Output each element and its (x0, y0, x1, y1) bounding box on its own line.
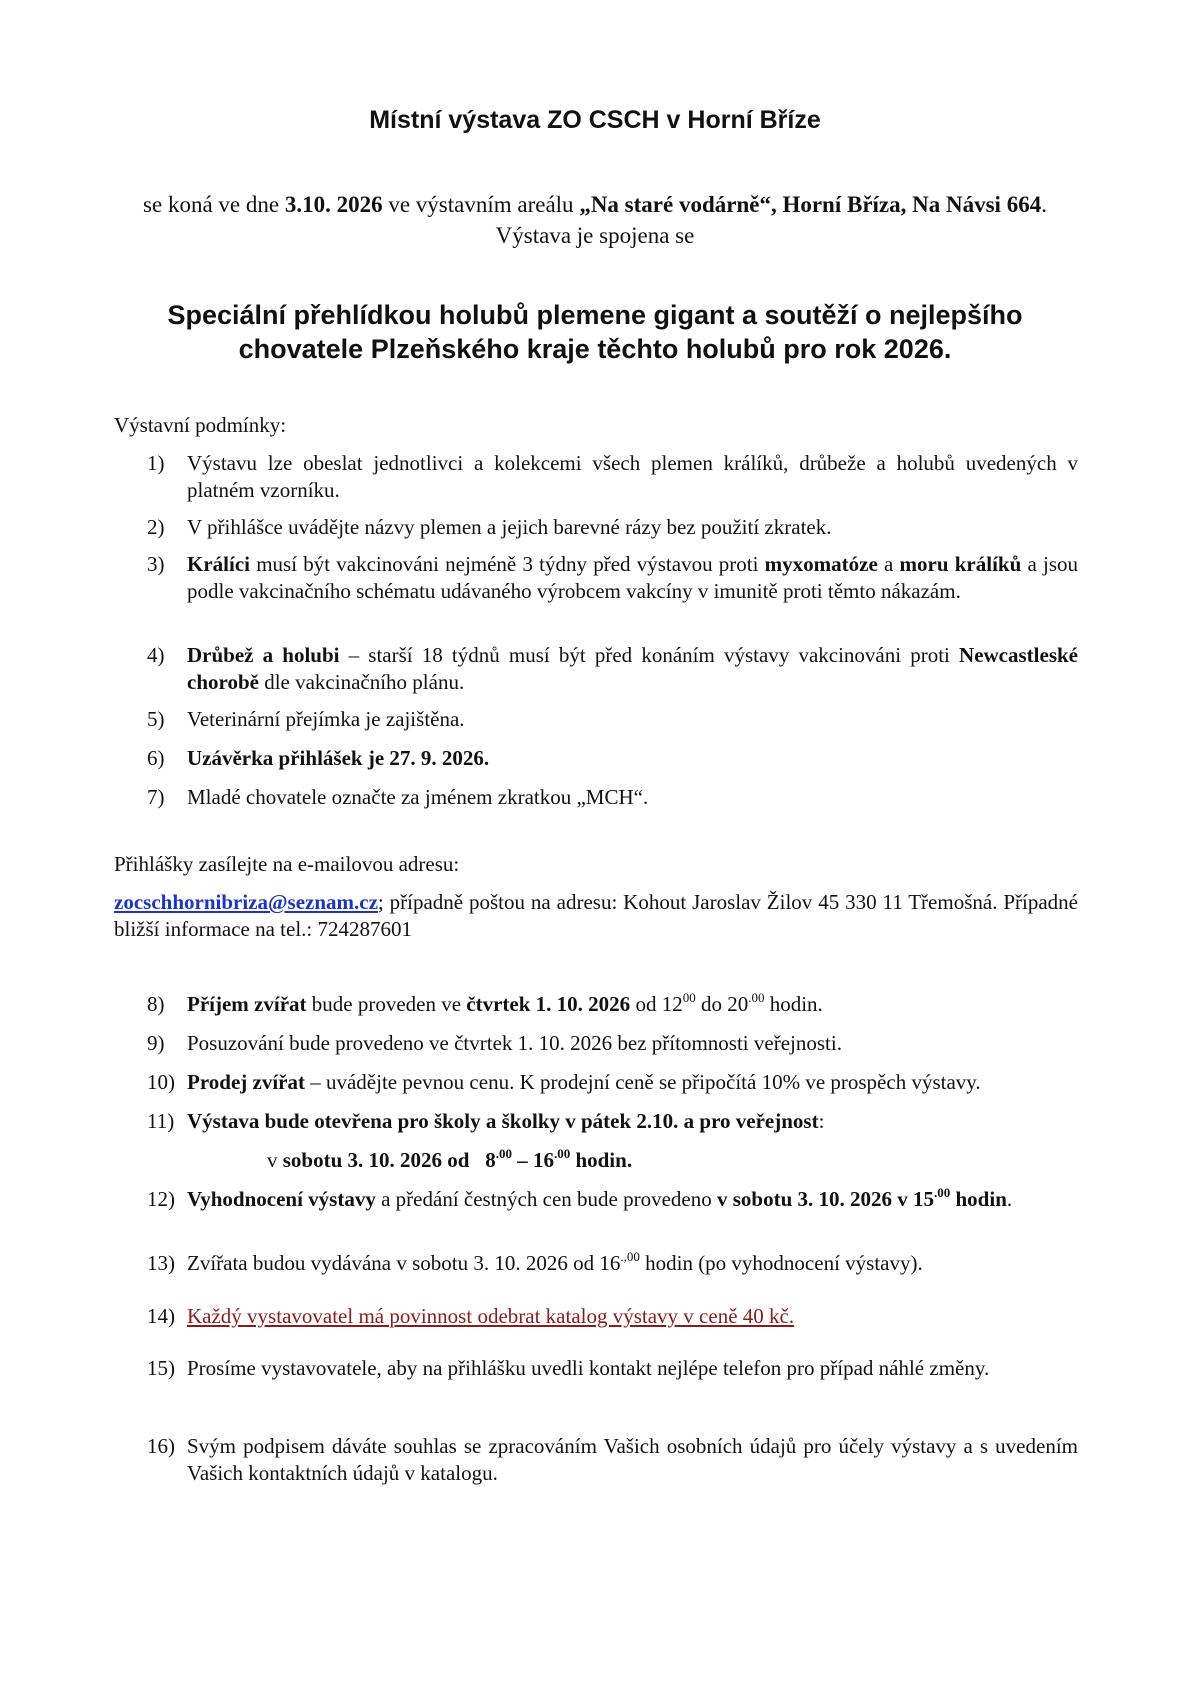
list-item (147, 1030, 1078, 1057)
item-text (187, 1108, 1078, 1174)
bold-text: Drůbež a holubi (187, 643, 340, 667)
bold-text: moru králíků (899, 552, 1022, 576)
list-item (147, 1108, 1078, 1174)
item-text: Prosíme vystavovatele, aby na přihlášku uvedli kontakt nejlépe telefon pro případ náhlé změny. (187, 1356, 990, 1380)
list-item (147, 991, 1078, 1018)
item-number: 15) (147, 1356, 175, 1380)
item-number: 5) (147, 707, 165, 731)
item-number: 1) (147, 451, 165, 475)
catalog-notice: Každý vystavovatel má povinnost odebrat katalog výstavy v ceně 40 kč. (187, 1304, 795, 1328)
bold-text: sobotu 3. 10. 2026 od 8 (282, 1148, 496, 1172)
list-item (147, 1186, 1078, 1213)
bold-text: čtvrtek 1. 10. 2026 (466, 992, 631, 1016)
text: a jsou podle vakcinačního schématu udávaného výrobcem vakcíny v imunitě proti těmto nákazám. (187, 552, 1079, 603)
text: dle vakcinačního plánu. (258, 670, 465, 694)
item-number: 2) (147, 515, 165, 539)
text: : (818, 1109, 825, 1133)
item-text (187, 642, 1078, 696)
intro-text: ve výstavním areálu (382, 192, 580, 217)
list-item (147, 745, 1078, 772)
bold-text: Králíci (187, 552, 250, 576)
item-text (187, 551, 1078, 605)
item-number: 3) (147, 552, 165, 576)
item-number: 6) (147, 746, 165, 770)
item-number: 13) (147, 1251, 175, 1275)
text: – uvádějte pevnou cenu. K prodejní ceně se připočítá 10% ve prospěch výstavy. (304, 1070, 981, 1094)
bold-text: Vyhodnocení výstavy (187, 1187, 376, 1211)
item-number: 14) (147, 1304, 175, 1328)
item-text: Posuzování bude provedeno ve čtvrtek 1. 10. 2026 bez přítomnosti veřejnosti. (187, 1031, 842, 1055)
item-number: 8) (147, 992, 165, 1016)
bold-text: Příjem zvířat (187, 992, 307, 1016)
item-text (187, 1250, 1078, 1277)
special-announcement: Speciální přehlídkou holubů plemene gigant a soutěží o nejlepšího chovatele Plzeňského kraje těchto holubů pro rok 2026. (167, 300, 1023, 364)
contact-intro: Přihlášky zasílejte na e-mailovou adresu: (114, 852, 460, 876)
page-title: Místní výstava ZO CSCH v Horní Bříze (369, 106, 821, 134)
intro-text: . Výstava je spojena se (495, 192, 1047, 248)
email-link[interactable]: zocschhornibriza@seznam.cz (114, 890, 378, 914)
text: a předání čestných cen bude provedeno (375, 1187, 717, 1211)
list-item (147, 1355, 1078, 1382)
item-text (187, 1069, 1078, 1096)
list-item (147, 1433, 1078, 1487)
bold-text: hodin (950, 1187, 1007, 1211)
item-number: 4) (147, 643, 165, 667)
text: od 12 (630, 992, 683, 1016)
item-number: 7) (147, 785, 165, 809)
list-item (147, 450, 1078, 504)
list-item (147, 1303, 1078, 1330)
intro-paragraph (130, 189, 1060, 251)
opening-hours-line (187, 1147, 1078, 1174)
bold-text: Výstava bude otevřena pro školy a školky v pátek 2.10. a pro veřejnost (187, 1109, 819, 1133)
text: hodin. (764, 992, 823, 1016)
text: Zvířata budou vydávána v sobotu 3. 10. 2026 od 16 (187, 1251, 621, 1275)
bold-text: – 16 (511, 1148, 554, 1172)
item-number: 16) (147, 1434, 175, 1458)
list-item (147, 784, 1078, 811)
superscript: 00 (682, 990, 696, 1005)
text: . (1006, 1187, 1013, 1211)
item-text: V přihlášce uvádějte názvy plemen a jejich barevné rázy bez použití zkratek. (187, 515, 832, 539)
text: v (267, 1148, 283, 1172)
list-item (147, 1069, 1078, 1096)
superscript: .00 (934, 1185, 951, 1200)
event-venue: „Na staré vodárně“, Horní Bříza, Na Návsi 664 (579, 192, 1042, 217)
bold-text: hodin. (570, 1148, 633, 1172)
item-number: 12) (147, 1187, 175, 1211)
item-text: Veterinární přejímka je zajištěna. (187, 707, 465, 731)
superscript: .00 (748, 990, 765, 1005)
conditions-heading: Výstavní podmínky: (114, 413, 287, 437)
text: do 20 (695, 992, 749, 1016)
superscript: .,00 (620, 1249, 640, 1264)
superscript: .00 (553, 1146, 571, 1161)
contact-paragraph (114, 889, 1078, 943)
text: hodin (po vyhodnocení výstavy). (639, 1251, 923, 1275)
list-item (147, 1250, 1078, 1277)
bold-text: Prodej zvířat (187, 1070, 305, 1094)
bold-text: myxomatóze (764, 552, 878, 576)
event-date: 3.10. 2026 (284, 192, 383, 217)
contact-text: ; případně poštou na adresu: Kohout Jaroslav Žilov 45 330 11 Třemošná. Případné bližší informace na tel.: 724287601 (114, 890, 1078, 941)
item-text (187, 1186, 1078, 1213)
intro-text: se koná ve dne (143, 192, 285, 217)
item-number: 10) (147, 1070, 175, 1094)
item-number: 9) (147, 1031, 165, 1055)
item-number: 11) (147, 1109, 175, 1133)
list-item (147, 514, 1078, 541)
text: bude proveden ve (306, 992, 467, 1016)
text: musí být vakcinováni nejméně 3 týdny před výstavou proti (249, 552, 765, 576)
item-text: Svým podpisem dáváte souhlas se zpracováním Vašich osobních údajů pro účely výstavy a s uvedením Vašich kontaktních údajů v katalogu. (187, 1434, 1078, 1485)
list-item (147, 551, 1078, 605)
list-item (147, 706, 1078, 733)
item-text: Výstavu lze obeslat jednotlivci a kolekcemi všech plemen králíků, drůbeže a holubů uvedených v platném vzorníku. (187, 451, 1078, 502)
bold-text: v sobotu 3. 10. 2026 v 15 (716, 1187, 934, 1211)
list-item (147, 642, 1078, 696)
bold-text: Newcastleské chorobě (187, 643, 1078, 694)
superscript: .00 (495, 1146, 512, 1161)
item-text: Uzávěrka přihlášek je 27. 9. 2026. (187, 746, 490, 770)
item-text: Mladé chovatele označte za jménem zkratkou „MCH“. (187, 785, 649, 809)
text: a (877, 552, 900, 576)
text: – starší 18 týdnů musí být před konáním výstavy vakcinováni proti (339, 643, 960, 667)
item-text (187, 991, 1078, 1018)
